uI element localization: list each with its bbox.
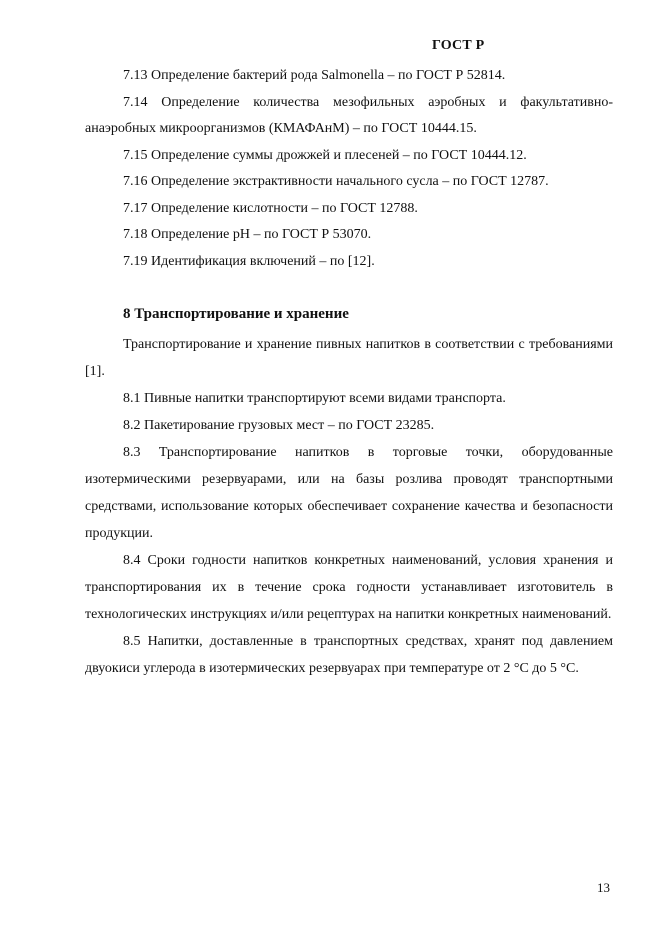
page-number: 13 — [597, 880, 610, 895]
clause-7-15: 7.15 Определение суммы дрожжей и плесеней – по ГОСТ 10444.12. — [123, 147, 527, 163]
section-7-continuation — [85, 63, 613, 275]
clause-7-17: 7.17 Определение кислотности – по ГОСТ 12788. — [123, 200, 418, 216]
clause-7-19: 7.19 Идентификация включений – по [12]. — [123, 253, 375, 269]
section-8-title: 8 Транспортирование и хранение — [123, 306, 349, 322]
section-8-intro: Транспортирование и хранение пивных напитков в соответствии с требованиями [1]. — [85, 337, 613, 379]
clause-7-13: 7.13 Определение бактерий рода Salmonella – по ГОСТ Р 52814. — [123, 68, 506, 83]
clause-7-16: 7.16 Определение экстрактивности начального сусла – по ГОСТ 12787. — [123, 174, 549, 189]
clause-7-18: 7.18 Определение pH – по ГОСТ Р 53070. — [123, 227, 372, 242]
clause-8-4: 8.4 Сроки годности напитков конкретных наименований, условия хранения и транспортирования их в течение срока годности устанавливает изготовитель в технологических инструкциях и/или рецептурах на напитки конкретных наименований. — [85, 553, 613, 622]
clause-8-5: 8.5 Напитки, доставленные в транспортных средствах, хранят под давлением двуокиси углерода в изотермических резервуарах при температуре от 2 °С до 5 °С. — [85, 634, 613, 676]
clause-7-14: 7.14 Определение количества мезофильных аэробных и факультативно-анаэробных микроорганизмов (КМАФАнМ) – по ГОСТ 10444.15. — [85, 94, 613, 136]
clause-8-1: 8.1 Пивные напитки транспортируют всеми видами транспорта. — [123, 391, 506, 406]
section-8 — [85, 301, 613, 682]
clause-8-3: 8.3 Транспортирование напитков в торговые точки, оборудованные изотермическими резервуарами, или на базы розлива проводят транспортными средствами, использование которых обеспечивает сохранение качества и безопасности продукции. — [85, 445, 613, 541]
clause-8-2: 8.2 Пакетирование грузовых мест – по ГОСТ 23285. — [123, 418, 435, 433]
document-body — [85, 63, 613, 682]
document-header: ГОСТ Р — [432, 38, 485, 53]
